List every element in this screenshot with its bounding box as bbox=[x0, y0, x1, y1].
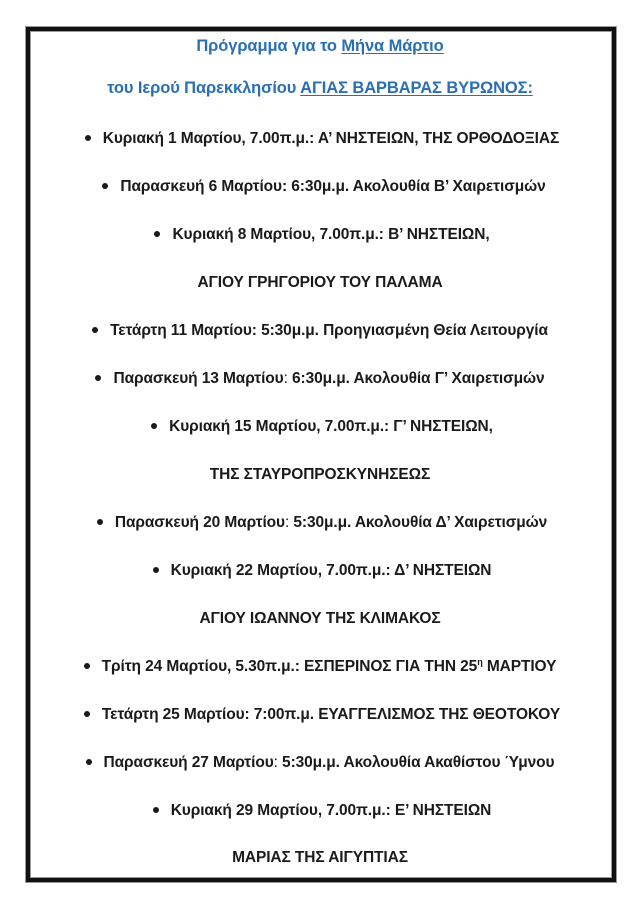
bullet-icon bbox=[84, 711, 90, 717]
schedule-item bbox=[0, 753, 640, 773]
schedule-date: Κυριακή 1 Μαρτίου, 7.00π.μ.: bbox=[102, 130, 315, 147]
schedule-event: ΕΣΠΕΡΙΝΟΣ ΓΙΑ ΤΗΝ 25 bbox=[299, 658, 478, 675]
schedule-event: Ακολουθία Β’ Χαιρετισμών bbox=[349, 178, 546, 195]
schedule-item bbox=[2, 417, 640, 437]
schedule-continuation bbox=[0, 465, 640, 485]
bullet-icon bbox=[85, 135, 91, 141]
schedule-continuation bbox=[0, 273, 640, 293]
schedule-date: Τετάρτη 25 Μαρτίου: 7:00π.μ. bbox=[101, 706, 314, 723]
header-chapel-line bbox=[0, 78, 640, 98]
schedule-colon: : bbox=[284, 514, 290, 531]
bullet-icon bbox=[84, 663, 90, 669]
schedule-item bbox=[2, 129, 640, 149]
header-chapel-suffix: : bbox=[527, 79, 533, 97]
header-month: Μήνα Μάρτιο bbox=[341, 37, 444, 55]
bullet-icon bbox=[153, 567, 159, 573]
schedule-event: Α’ ΝΗΣΤΕΙΩΝ, ΤΗΣ ΟΡΘΟΔΟΞΙΑΣ bbox=[314, 130, 560, 147]
schedule-event: ΑΓΙΟΥ ΙΩΑΝΝΟΥ ΤΗΣ ΚΛΙΜΑΚΟΣ bbox=[199, 610, 441, 627]
schedule-time: 5:30μ.μ. bbox=[277, 754, 340, 771]
schedule-date: Κυριακή 8 Μαρτίου, 7.00π.μ.: bbox=[172, 226, 384, 243]
header-chapel-name: ΑΓΙΑΣ ΒΑΡΒΑΡΑΣ ΒΥΡΩΝΟΣ bbox=[300, 79, 528, 97]
schedule-item bbox=[0, 657, 640, 677]
schedule-date: Παρασκευή 20 Μαρτίου bbox=[114, 514, 285, 531]
schedule-event: Ακολουθία Γ’ Χαιρετισμών bbox=[349, 370, 545, 387]
header-title-line bbox=[0, 36, 640, 56]
schedule-date: Παρασκευή 27 Μαρτίου bbox=[103, 754, 274, 771]
schedule-event: ΕΥΑΓΓΕΛΙΣΜΟΣ ΤΗΣ ΘΕΟΤΟΚΟΥ bbox=[313, 706, 561, 723]
bullet-icon bbox=[86, 759, 92, 765]
schedule-item bbox=[2, 561, 640, 581]
schedule-event: ΤΗΣ ΣΤΑΥΡΟΠΡΟΣΚΥΝΗΣΕΩΣ bbox=[209, 466, 431, 483]
schedule-date: Κυριακή 29 Μαρτίου, 7.00π.μ.: bbox=[170, 802, 391, 819]
schedule-date: Κυριακή 15 Μαρτίου, 7.00π.μ.: bbox=[169, 418, 390, 435]
schedule-event: Ε’ ΝΗΣΤΕΙΩΝ bbox=[390, 802, 492, 819]
header-chapel-prefix: του Ιερού Παρεκκλησίου bbox=[107, 79, 301, 97]
schedule-item bbox=[2, 801, 640, 821]
schedule-item bbox=[0, 321, 640, 341]
schedule-event: Προηγιασμένη Θεία Λειτουργία bbox=[318, 322, 548, 339]
schedule-colon: : bbox=[273, 754, 278, 771]
schedule-event: Γ’ ΝΗΣΤΕΙΩΝ, bbox=[389, 418, 493, 435]
schedule-date: Τετάρτη 11 Μαρτίου: 5:30μ.μ. bbox=[110, 322, 319, 339]
schedule-item bbox=[2, 513, 640, 533]
bullet-icon bbox=[92, 327, 98, 333]
bullet-icon bbox=[154, 231, 160, 237]
superscript-ordinal: η bbox=[477, 657, 483, 667]
schedule-item bbox=[2, 705, 640, 725]
schedule-continuation bbox=[0, 848, 640, 868]
bullet-icon bbox=[151, 423, 157, 429]
bullet-icon bbox=[102, 183, 108, 189]
schedule-event-after: ΜΑΡΤΙΟΥ bbox=[482, 658, 557, 675]
schedule-item bbox=[0, 369, 640, 389]
schedule-date: Παρασκευή 6 Μαρτίου: 6:30μ.μ. bbox=[120, 178, 350, 195]
schedule-continuation bbox=[0, 609, 640, 629]
schedule-event: Δ’ ΝΗΣΤΕΙΩΝ bbox=[390, 562, 492, 579]
schedule-event: Β’ ΝΗΣΤΕΙΩΝ, bbox=[383, 226, 490, 243]
schedule-event: Ακολουθία Ακαθίστου Ύμνου bbox=[339, 754, 555, 771]
schedule-date: Κυριακή 22 Μαρτίου, 7.00π.μ.: bbox=[170, 562, 391, 579]
schedule-event: ΑΓΙΟΥ ΓΡΗΓΟΡΙΟΥ ΤΟΥ ΠΑΛΑΜΑ bbox=[197, 274, 443, 291]
schedule-event: ΜΑΡΙΑΣ ΤΗΣ ΑΙΓΥΠΤΙΑΣ bbox=[232, 849, 408, 866]
schedule-item bbox=[2, 225, 640, 245]
schedule-colon: : bbox=[283, 370, 288, 387]
schedule-item bbox=[4, 177, 640, 197]
bullet-icon bbox=[153, 807, 159, 813]
header-title-prefix: Πρόγραμμα για το bbox=[196, 37, 342, 55]
bullet-icon bbox=[97, 519, 103, 525]
schedule-date: Τρίτη 24 Μαρτίου, 5.30π.μ.: bbox=[101, 658, 300, 675]
schedule-date: Παρασκευή 13 Μαρτίου bbox=[113, 370, 284, 387]
schedule-event: Ακολουθία Δ’ Χαιρετισμών bbox=[351, 514, 548, 531]
schedule-time: 5:30μ.μ. bbox=[289, 514, 352, 531]
bullet-icon bbox=[95, 375, 101, 381]
schedule-time: 6:30μ.μ. bbox=[287, 370, 350, 387]
